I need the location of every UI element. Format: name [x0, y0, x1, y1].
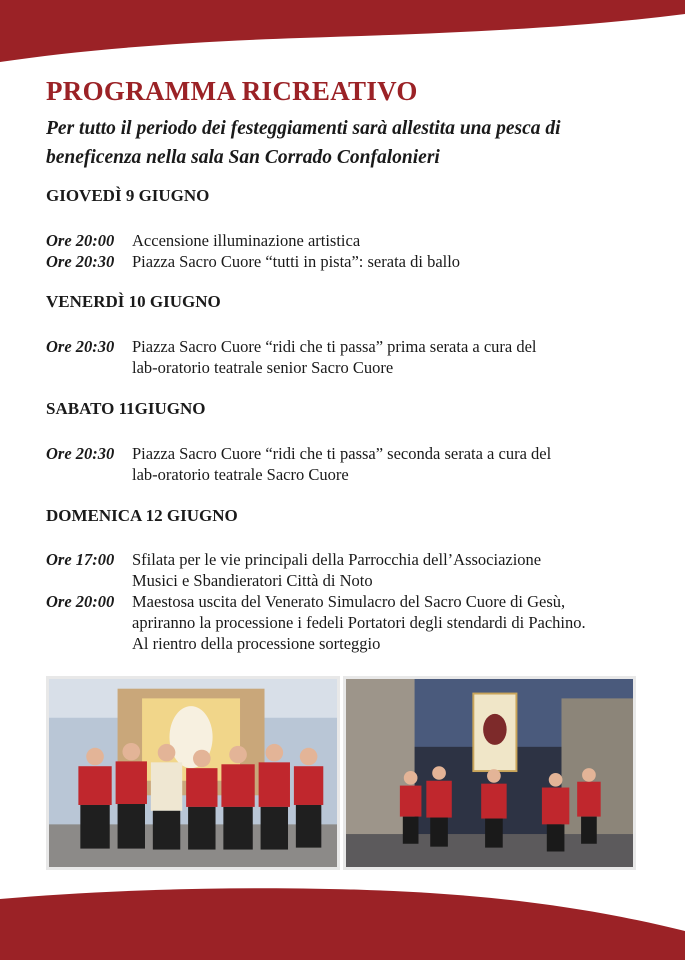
top-wave-decoration — [0, 0, 685, 70]
day-heading-domenica: DOMENICA 12 GIUGNO — [46, 506, 238, 525]
event-description-continued: lab-oratorio teatrale Sacro Cuore — [132, 465, 349, 484]
event-item — [46, 443, 646, 485]
event-time: Ore 20:30 — [46, 444, 115, 463]
event-description: Maestosa uscita del Venerato Simulacro del Sacro Cuore di Gesù, — [132, 592, 566, 611]
event-item — [46, 251, 646, 272]
event-description: Accensione illuminazione artistica — [132, 231, 361, 250]
day-heading-sabato: SABATO 11GIUGNO — [46, 399, 206, 418]
event-description-continued: Al rientro della processione sorteggio — [132, 634, 381, 653]
event-item — [46, 591, 646, 654]
event-item — [46, 549, 646, 591]
event-description-continued: apriranno la processione i fedeli Portatori degli stendardi di Pachino. — [132, 613, 586, 632]
event-description: Sfilata per le vie principali della Parrocchia dell’Associazione — [132, 550, 542, 569]
day-heading-giovedi: GIOVEDÌ 9 GIUGNO — [46, 186, 210, 205]
event-description-continued: Musici e Sbandieratori Città di Noto — [132, 571, 373, 590]
page-title: PROGRAMMA RICREATIVO — [46, 76, 418, 106]
event-time: Ore 20:00 — [46, 592, 115, 611]
event-item — [46, 230, 646, 251]
event-description-continued: lab-oratorio teatrale senior Sacro Cuore — [132, 358, 394, 377]
event-description: Piazza Sacro Cuore “ridi che ti passa” prima serata a cura del — [132, 337, 537, 356]
event-item — [46, 336, 646, 378]
event-time: Ore 20:30 — [46, 337, 115, 356]
subtitle: Per tutto il periodo dei festeggiamenti sarà allestita una pesca di beneficenza nella sala San Corrado Confalonieri — [46, 118, 561, 168]
event-description: Piazza Sacro Cuore “tutti in pista”: serata di ballo — [132, 252, 461, 271]
day-heading-venerdi: VENERDÌ 10 GIUGNO — [46, 292, 221, 311]
photo-night-procession — [343, 676, 636, 870]
event-description: Piazza Sacro Cuore “ridi che ti passa” seconda serata a cura del — [132, 444, 552, 463]
event-time: Ore 20:30 — [46, 252, 115, 271]
event-time: Ore 20:00 — [46, 231, 115, 250]
bottom-wave-decoration — [0, 885, 685, 960]
photo-group-red-jackets — [46, 676, 340, 870]
event-time: Ore 17:00 — [46, 550, 115, 569]
